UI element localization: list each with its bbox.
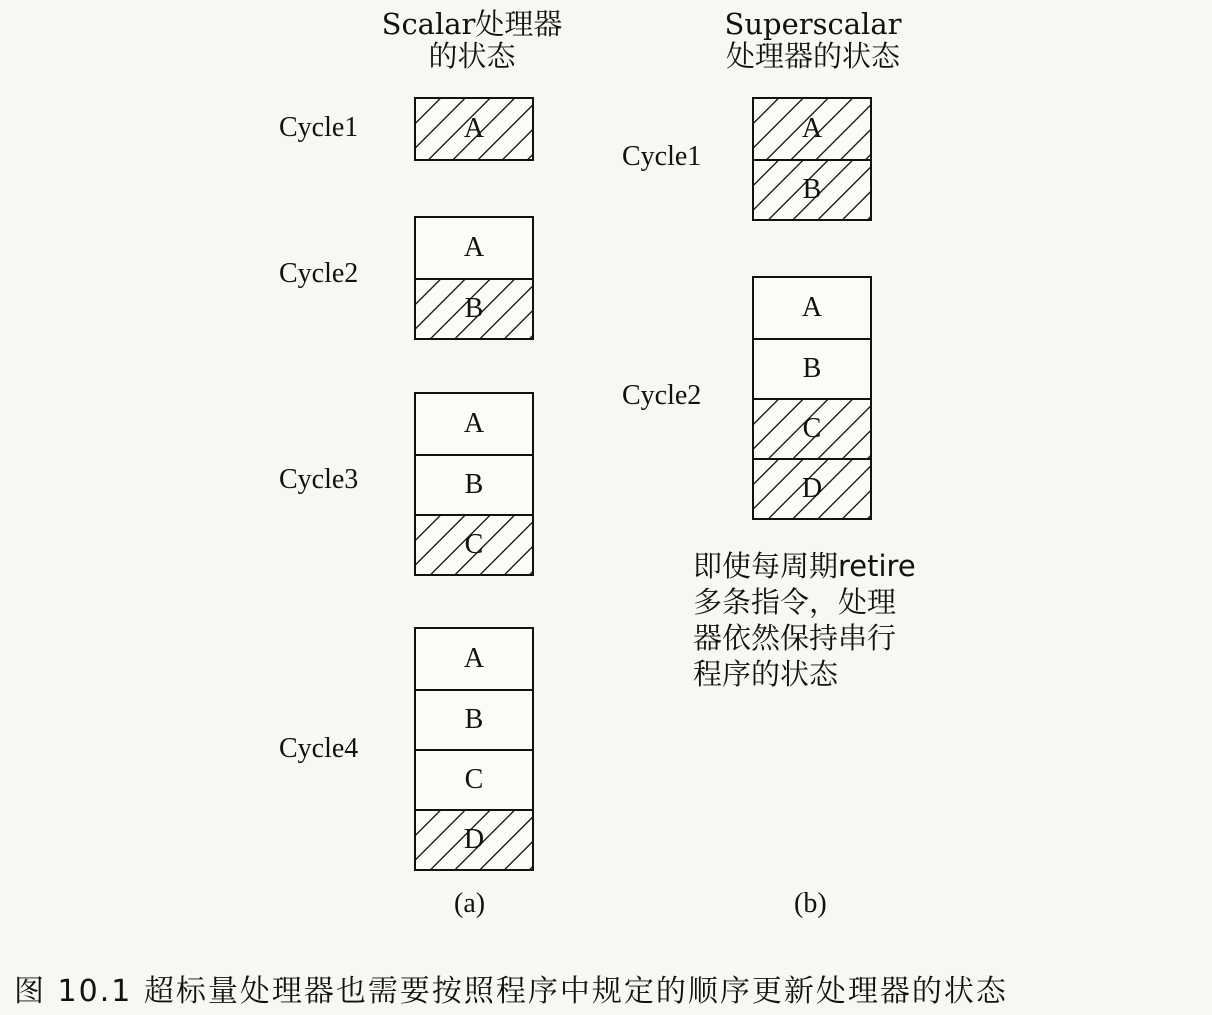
state-cell: A (463, 232, 485, 263)
panel-a-sublabel: (a) (454, 888, 486, 919)
state-cell: D (416, 809, 532, 869)
annotation-note (693, 548, 943, 692)
panel-b-sublabel: (b) (794, 888, 827, 919)
panel-b-heading-line2: 处理器的状态 (725, 39, 900, 73)
figure-caption: 图 10.1 超标量处理器也需要按照程序中规定的顺序更新处理器的状态 (14, 974, 1008, 1009)
note-line: 程序的状态 (693, 657, 839, 691)
cycle-label-a3: Cycle3 (279, 464, 359, 495)
state-stack-b2 (752, 276, 872, 520)
state-cell: A (463, 408, 485, 439)
note-line: 多条指令，处理 (693, 585, 897, 619)
state-stack-a1 (414, 97, 534, 161)
state-stack-a4 (414, 627, 534, 871)
state-stack-b1 (752, 97, 872, 221)
cycle-label-a1: Cycle1 (279, 112, 359, 143)
state-stack-a2 (414, 216, 534, 340)
state-cell: B (754, 338, 870, 398)
state-cell: A (416, 99, 532, 159)
state-cell: B (416, 278, 532, 338)
state-cell: B (754, 159, 870, 219)
state-cell: B (416, 689, 532, 749)
state-cell: A (754, 99, 870, 159)
state-cell: C (416, 749, 532, 809)
cycle-label-a2: Cycle2 (279, 258, 359, 289)
state-cell: A (801, 292, 823, 323)
state-stack-a3 (414, 392, 534, 576)
state-cell: A (463, 643, 485, 674)
state-cell: B (416, 454, 532, 514)
state-cell: C (416, 514, 532, 574)
cycle-label-b2: Cycle2 (622, 380, 702, 411)
panel-b-heading-line1: Superscalar (724, 7, 902, 41)
note-line: 器依然保持串行 (693, 621, 897, 655)
state-cell: D (754, 458, 870, 518)
panel-a-heading (372, 8, 572, 72)
cycle-label-b1: Cycle1 (622, 141, 702, 172)
note-line: 即使每周期retire (693, 549, 916, 583)
panel-a-heading-line2: 的状态 (428, 39, 516, 73)
cycle-label-a4: Cycle4 (279, 733, 359, 764)
panel-b-heading (703, 8, 923, 72)
panel-a-heading-line1: Scalar处理器 (381, 7, 563, 41)
state-cell: C (754, 398, 870, 458)
